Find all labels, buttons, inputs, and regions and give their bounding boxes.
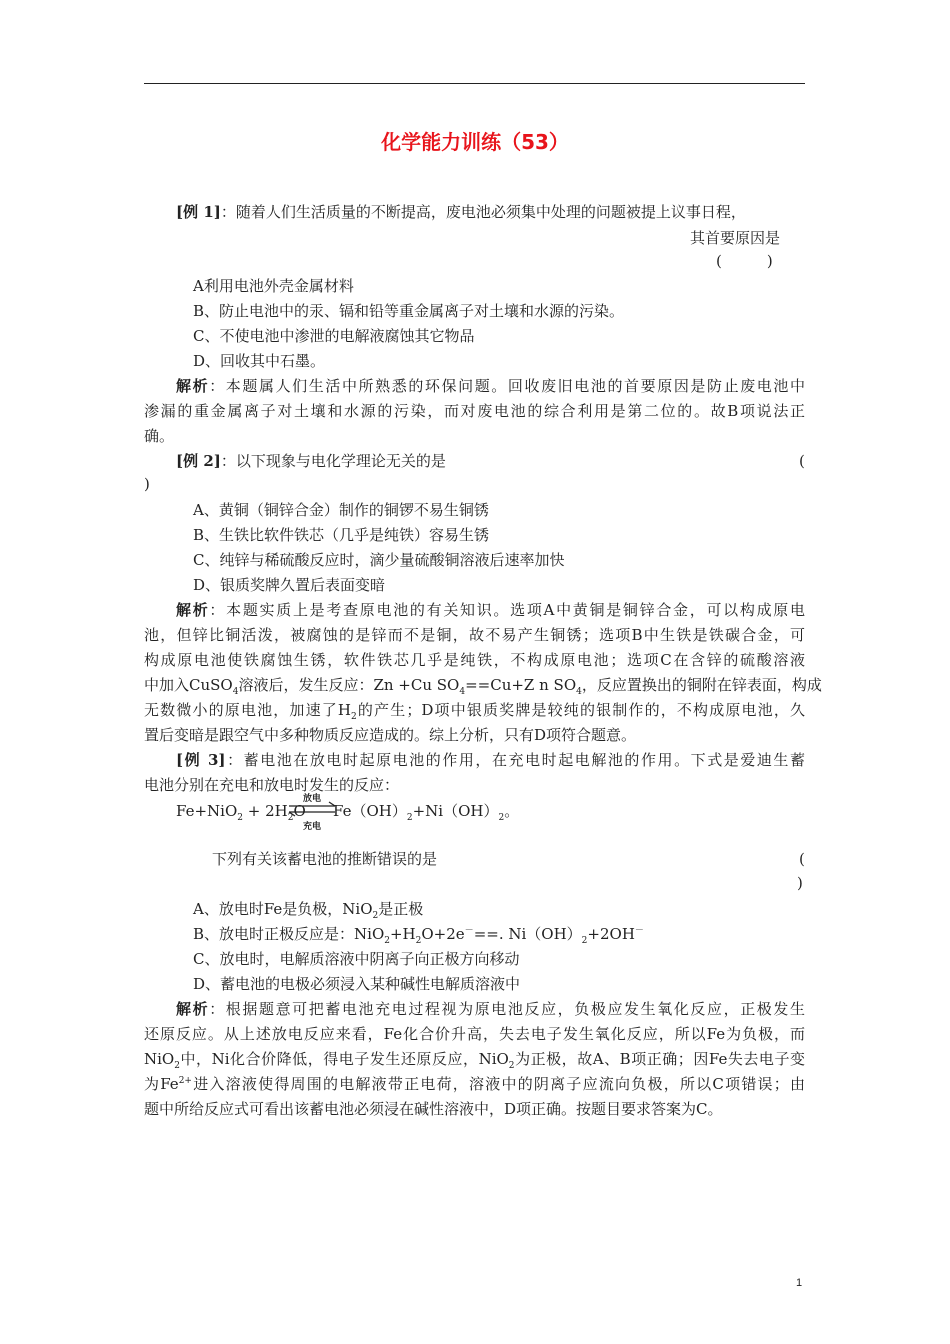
example-2-analysis-line-1: 解析：本题实质上是考查原电池的有关知识。选项A中黄铜是铜锌合金，可以构成原电 — [176, 601, 805, 619]
example-1-tag: [例 1] — [176, 203, 221, 221]
example-2-analysis-line-5: 无数微小的原电池，加速了$H_2$的产生；D项中银质奖牌是较纯的银制作的，不构成原电池，久 — [144, 701, 805, 722]
example-3-analysis-line-3: NiO$_2$中，Ni化合价降低，得电子发生还原反应，NiO$_2$为正极，故A、B项正确；因Fe失去电子变 — [144, 1050, 805, 1071]
equation-right: $Fe(OH)_2+Ni(OH)_2$。 — [333, 802, 520, 823]
example-2-option-d: D、银质奖牌久置后表面变暗 — [193, 576, 386, 594]
example-1-answer-paren: ( ) — [716, 252, 773, 270]
example-1-option-b: B、防止电池中的汞、镉和铅等重金属离子对土壤和水源的污染。 — [193, 302, 625, 320]
example-3-option-b: B、放电时正极反应是：$NiO_2+H_2O+2e^-==$. $Ni(OH)_2+2OH^-$ — [193, 925, 644, 946]
example-2-question: [例 2]：以下现象与电化学理论无关的是 — [176, 452, 446, 470]
example-3-question-line-3: 下列有关该蓄电池的推断错误的是 — [212, 850, 438, 868]
example-2-analysis-line-3: 构成原电池使铁腐蚀生锈，软件铁芯几乎是纯铁，不构成原电池；选项C在含锌的硫酸溶液 — [144, 651, 805, 669]
example-3-paren-open: ( — [799, 850, 805, 868]
example-2-analysis-line-4: 中加入CuSO$_4$溶液后，发生反应：Zn +Cu $SO_4==Cu+Z$ n $SO_4$，反应置换出的铜附在锌表面，构成 — [144, 676, 822, 697]
example-1-analysis-line-3: 确。 — [144, 427, 175, 445]
page-number: 1 — [796, 1277, 803, 1289]
header-rule — [144, 83, 805, 84]
page-title: 化学能力训练（53） — [381, 130, 569, 154]
example-2-option-a: A、黄铜（铜锌合金）制作的铜锣不易生铜锈 — [193, 501, 489, 519]
example-1-analysis-line-1: 解析：本题属人们生活中所熟悉的环保问题。回收废旧电池的首要原因是防止废电池中 — [176, 377, 805, 395]
example-3-question-line-1: [例 3]：蓄电池在放电时起原电池的作用，在充电时起电解池的作用。下式是爱迪生蓄 — [176, 751, 805, 769]
example-3-analysis-line-1: 解析：根据题意可把蓄电池充电过程视为原电池反应，负极应发生氧化反应，正极发生 — [176, 1000, 805, 1018]
example-3-option-a: A、放电时Fe是负极，NiO$_2$是正极 — [193, 900, 424, 921]
example-1-option-d: D、回收其中石墨。 — [193, 352, 326, 370]
arrow-label-discharge: 放电 — [302, 794, 322, 804]
example-1-question-line-2: 其首要原因是 — [690, 229, 781, 247]
example-1-option-a: A利用电池外壳金属材料 — [193, 277, 354, 295]
example-2-option-c: C、纯锌与稀硫酸反应时，滴少量硫酸铜溶液后速率加快 — [193, 551, 565, 569]
example-3-analysis-line-2: 还原反应。从上述放电反应来看，Fe化合价升高，失去电子发生氧化反应，所以Fe为负极，而 — [144, 1025, 805, 1043]
example-1-option-c: C、不使电池中渗泄的电解液腐蚀其它物品 — [193, 327, 475, 345]
example-2-analysis-line-2: 池，但锌比铜活泼，被腐蚀的是锌而不是铜，故不易产生铜锈；选项B中生铁是铁碳合金，可 — [144, 626, 805, 644]
example-1-analysis-line-2: 渗漏的重金属离子对土壤和水源的污染，而对废电池的综合利用是第二位的。故B项说法正 — [144, 402, 805, 420]
example-2-paren-open: ( — [799, 452, 805, 470]
example-3-option-c: C、放电时，电解质溶液中阴离子向正极方向移动 — [193, 950, 520, 968]
reversible-arrow-icon — [287, 792, 337, 834]
arrow-label-charge: 充电 — [302, 822, 322, 832]
example-2-tag: [例 2] — [176, 452, 221, 470]
equation-left: $Fe+NiO_2 + 2H_2O$ — [176, 802, 306, 823]
example-3-question-line-2: 电池分别在充电和放电时发生的反应： — [144, 776, 400, 794]
example-3-option-d: D、蓄电池的电极必须浸入某种碱性电解质溶液中 — [193, 975, 521, 993]
example-3-analysis-line-5: 题中所给反应式可看出该蓄电池必须浸在碱性溶液中，D项正确。按题目要求答案为C。 — [144, 1100, 723, 1118]
example-2-option-b: B、生铁比软件铁芯（几乎是纯铁）容易生锈 — [193, 526, 490, 544]
example-2-analysis-line-6: 置后变暗是跟空气中多种物质反应造成的。综上分析，只有D项符合题意。 — [144, 726, 637, 744]
example-2-paren-close: ) — [144, 475, 150, 493]
example-3-paren-close: ) — [797, 874, 803, 892]
example-3-tag: [例 3] — [176, 751, 226, 769]
example-3-analysis-line-4: 为$Fe^{2+}$进入溶液使得周围的电解液带正电荷，溶液中的阴离子应流向负极，所以C项错误；由 — [144, 1075, 806, 1093]
example-1-question-line-1: [例 1]：随着人们生活质量的不断提高，废电池必须集中处理的问题被提上议事日程， — [176, 203, 746, 221]
